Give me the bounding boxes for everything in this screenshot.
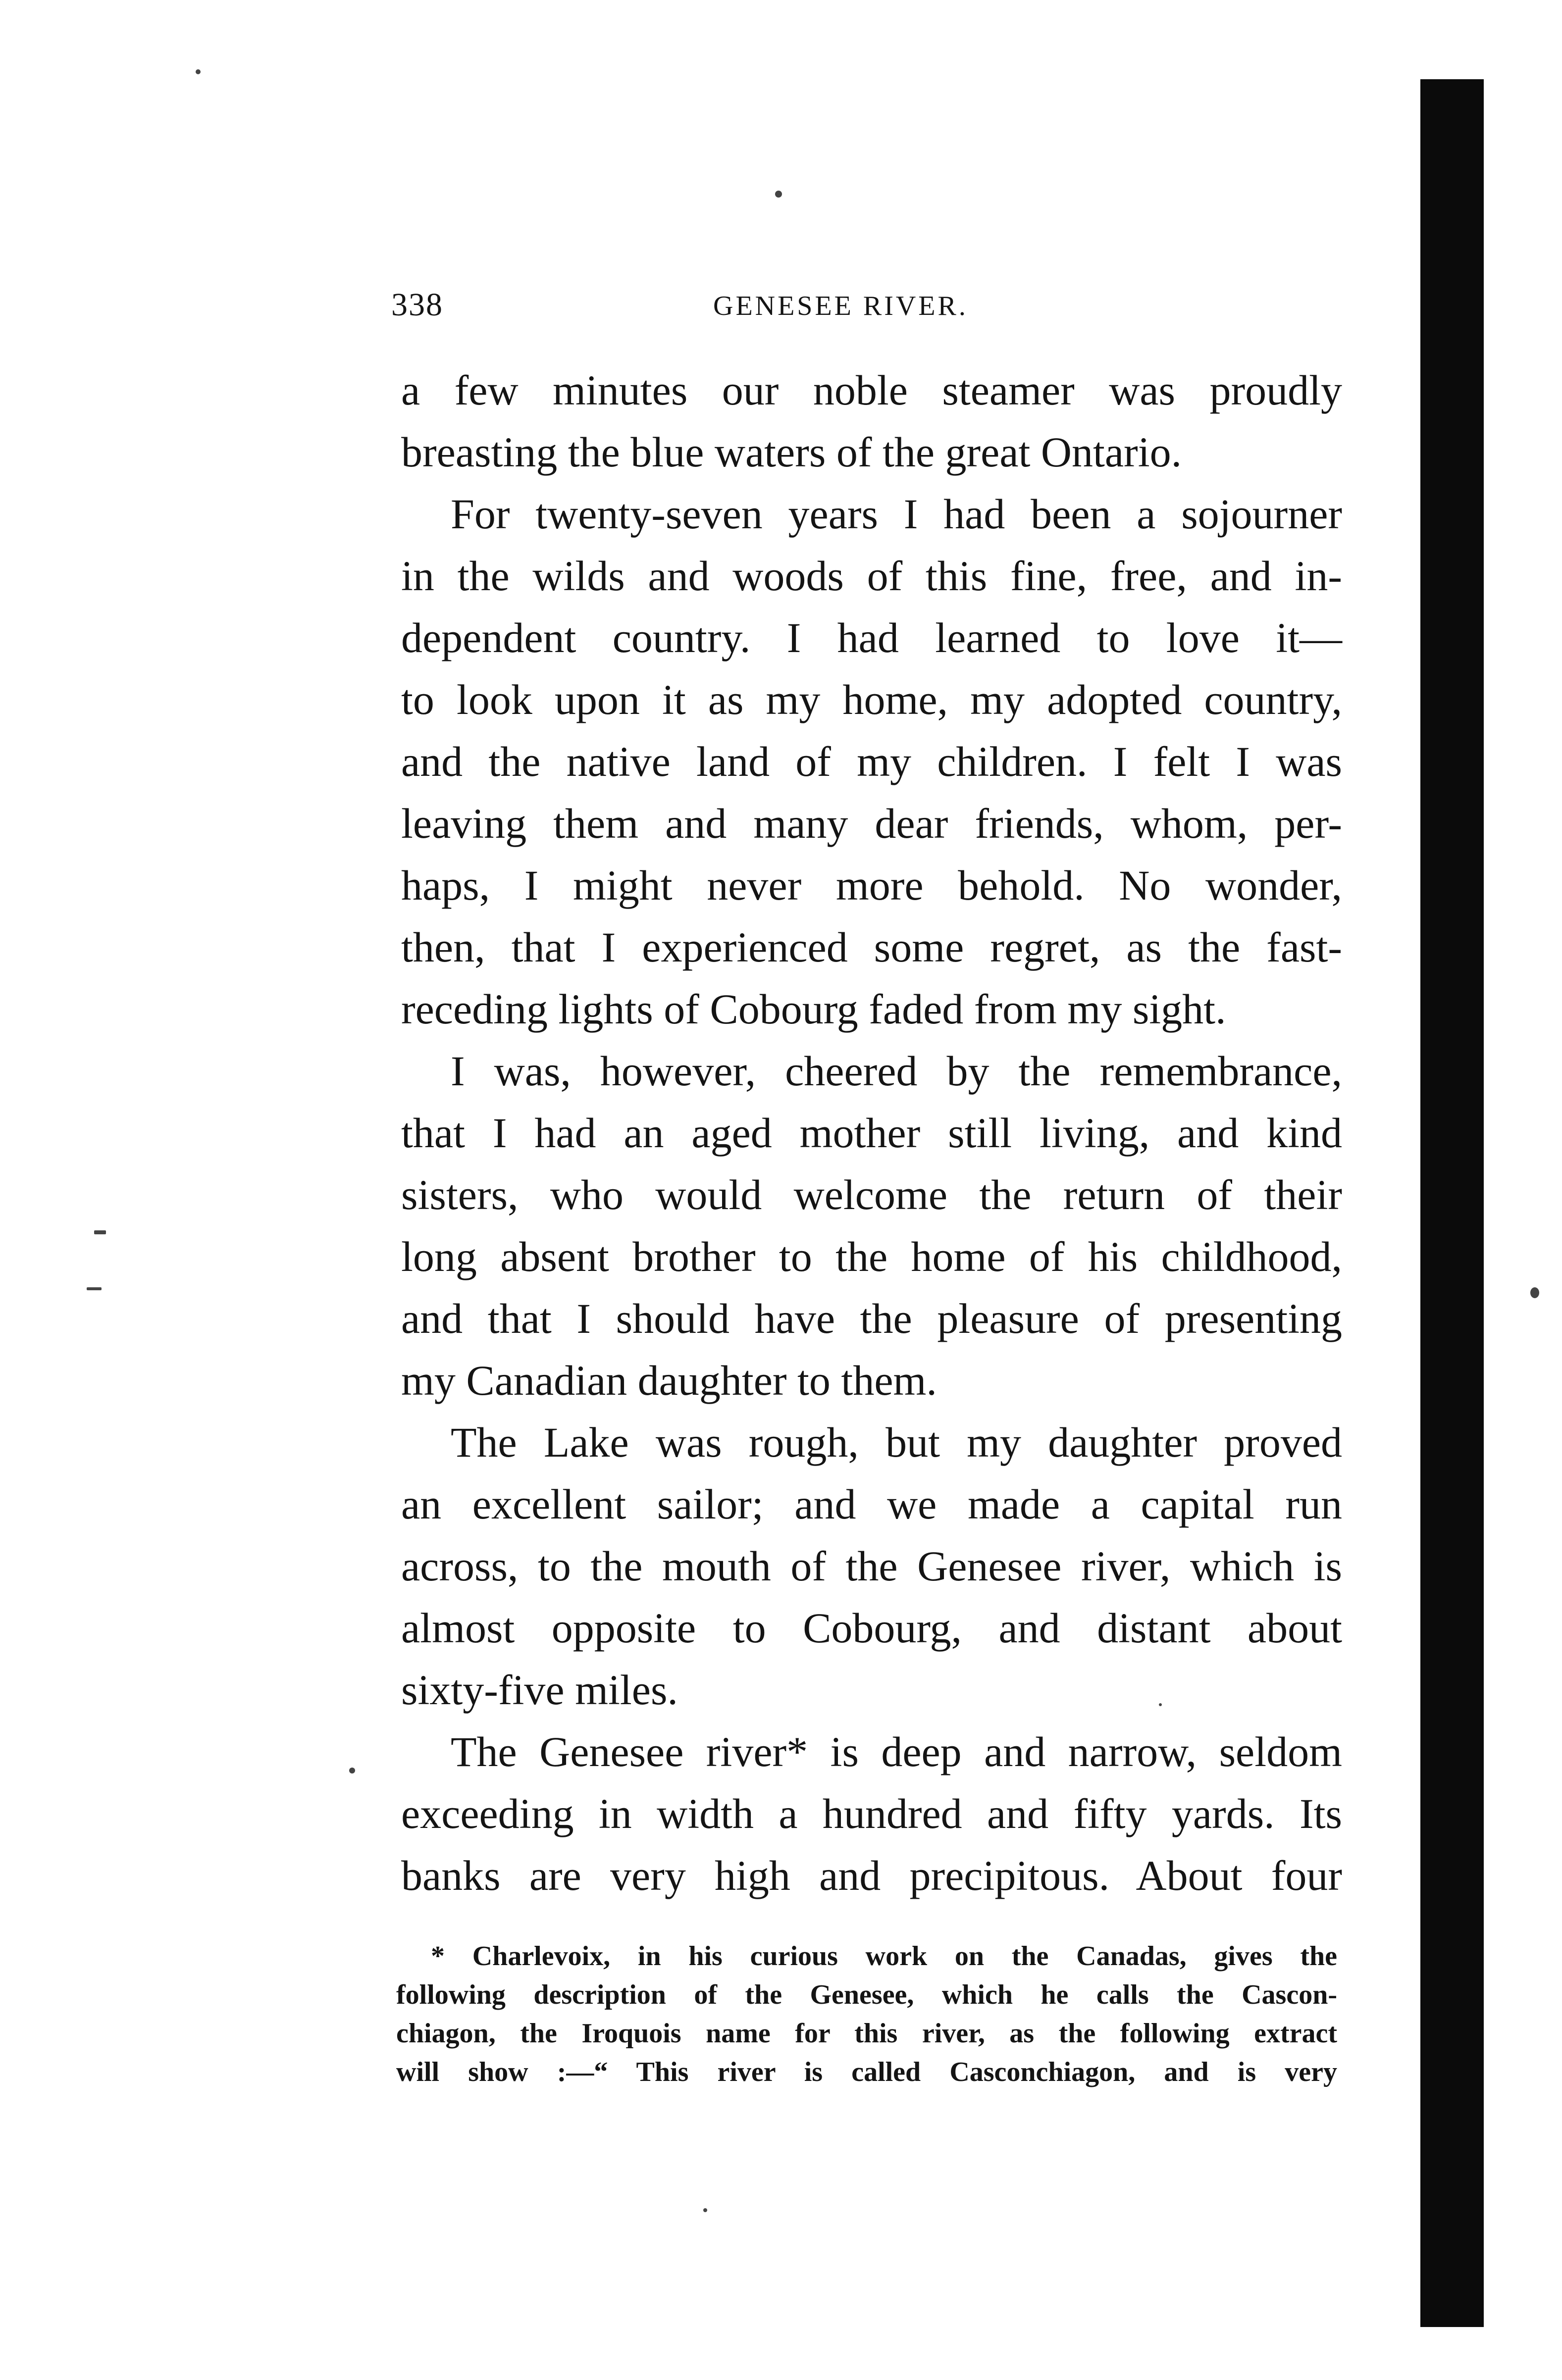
text-line: For twenty-seven years I had been a sojourner: [451, 490, 1342, 538]
body-text: [401, 359, 1342, 1907]
text-line: and that I should have the pleasure of presenting: [401, 1295, 1342, 1342]
text-line: The Genesee river* is deep and narrow, seldom: [451, 1728, 1342, 1775]
text-line: long absent brother to the home of his childhood,: [401, 1233, 1342, 1280]
scan-speck: [196, 69, 201, 74]
text-line: across, to the mouth of the Genesee river, which is: [401, 1542, 1342, 1590]
text-line: sisters, who would welcome the return of their: [401, 1171, 1342, 1218]
text-line: almost opposite to Cobourg, and distant about: [401, 1604, 1342, 1652]
scan-speck: [703, 2208, 707, 2212]
running-head: GENESEE RIVER.: [713, 291, 968, 321]
text-line: that I had an aged mother still living, and kind: [401, 1109, 1342, 1157]
text-line: and the native land of my children. I felt I was: [401, 738, 1342, 785]
text-line: to look upon it as my home, my adopted country,: [401, 676, 1342, 723]
text-line: banks are very high and precipitous. About four: [401, 1852, 1342, 1899]
text-line: I was, however, cheered by the remembrance,: [451, 1047, 1342, 1095]
text-line: exceeding in width a hundred and fifty yards. Its: [401, 1790, 1342, 1837]
text-line: breasting the blue waters of the great Ontario.: [401, 428, 1182, 476]
scan-speck: [1159, 1703, 1162, 1706]
scan-speck: [349, 1768, 355, 1773]
scan-edge-shadow: [1420, 79, 1484, 2327]
text-line: my Canadian daughter to them.: [401, 1357, 937, 1404]
scan-speck: [87, 1287, 102, 1290]
text-line: leaving them and many dear friends, whom, per-: [401, 800, 1342, 847]
footnote-line: * Charlevoix, in his curious work on the Canadas, gives the: [431, 1941, 1337, 1972]
scan-speck: [94, 1230, 106, 1234]
page-number: 338: [391, 287, 443, 323]
text-line: The Lake was rough, but my daughter proved: [451, 1418, 1342, 1466]
text-line: a few minutes our noble steamer was proudly: [401, 366, 1342, 414]
text-line: sixty-five miles.: [401, 1666, 678, 1714]
scan-speck: [775, 191, 782, 198]
text-line: then, that I experienced some regret, as the fast-: [401, 923, 1342, 971]
text-line: receding lights of Cobourg faded from my sight.: [401, 985, 1226, 1033]
text-line: dependent country. I had learned to love it—: [401, 614, 1342, 661]
footnote-line: following description of the Genesee, which he calls the Cascon-: [396, 1979, 1337, 2010]
page-header: [391, 286, 1342, 331]
footnote: [396, 1937, 1337, 2091]
text-line: in the wilds and woods of this fine, free, and in-: [401, 552, 1342, 600]
footnote-line: will show :—“ This river is called Casconchiagon, and is very: [396, 2057, 1337, 2087]
text-line: an excellent sailor; and we made a capital run: [401, 1480, 1342, 1528]
footnote-line: chiagon, the Iroquois name for this river, as the following extract: [396, 2018, 1337, 2049]
scan-speck: [1530, 1287, 1539, 1298]
text-line: haps, I might never more behold. No wonder,: [401, 861, 1342, 909]
